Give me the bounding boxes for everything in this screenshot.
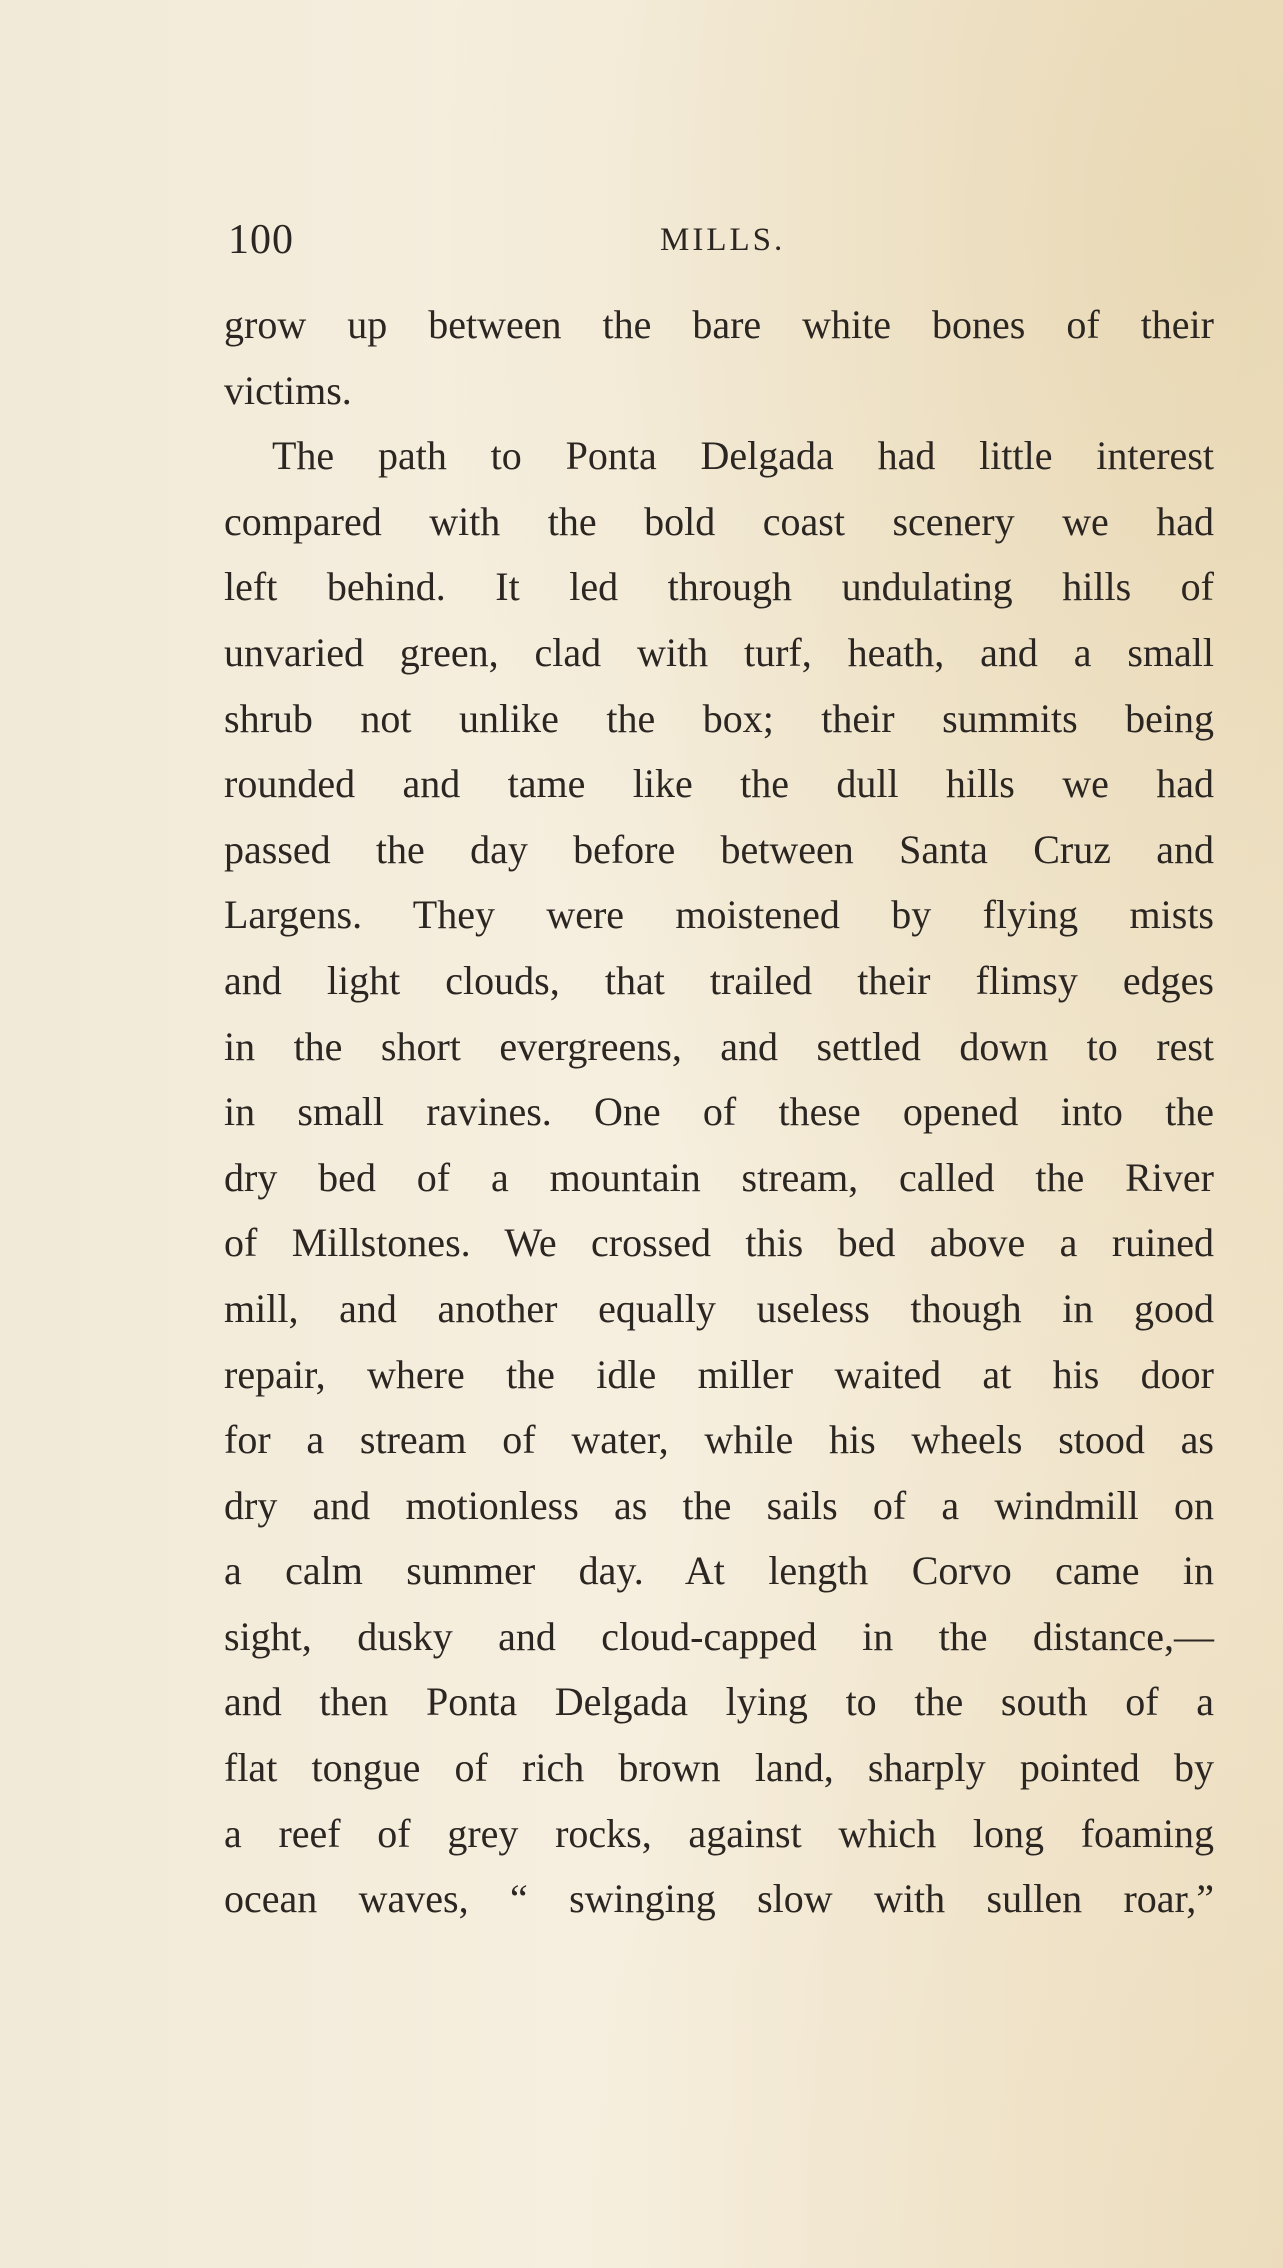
text-line: victims. <box>224 367 352 413</box>
text-line: dry bed of a mountain stream, called the River <box>224 1154 1214 1200</box>
text-line: a calm summer day. At length Corvo came in <box>224 1548 1214 1594</box>
text-line: passed the day before between Santa Cruz and <box>224 826 1214 872</box>
text-line: and then Ponta Delgada lying to the south of a <box>224 1679 1214 1725</box>
text-line: grow up between the bare white bones of their <box>224 302 1214 347</box>
text-line: rounded and tame like the dull hills we had <box>224 761 1214 807</box>
text-line: sight, dusky and cloud-capped in the distance,— <box>224 1613 1214 1659</box>
text-line: flat tongue of rich brown land, sharply pointed by <box>224 1745 1214 1791</box>
body-text <box>224 292 1214 1932</box>
text-line: of Millstones. We crossed this bed above a ruined <box>224 1220 1214 1266</box>
page-header <box>228 210 1214 270</box>
text-line: mill, and another equally useless though in good <box>224 1285 1214 1331</box>
text-line: in small ravines. One of these opened into the <box>224 1089 1214 1135</box>
text-line: and light clouds, that trailed their flimsy edges <box>224 957 1214 1003</box>
running-head: MILLS. <box>660 222 786 258</box>
text-line: compared with the bold coast scenery we had <box>224 498 1214 544</box>
paragraph-start-line: The path to Ponta Delgada had little interest <box>272 433 1214 479</box>
page-number: 100 <box>228 217 294 263</box>
text-line: for a stream of water, while his wheels stood as <box>224 1417 1214 1463</box>
text-line: repair, where the idle miller waited at his door <box>224 1351 1214 1397</box>
text-line: ocean waves, “ swinging slow with sullen roar,” <box>224 1876 1214 1922</box>
text-line: left behind. It led through undulating hills of <box>224 564 1214 610</box>
text-line: unvaried green, clad with turf, heath, and a small <box>224 629 1214 675</box>
text-line: dry and motionless as the sails of a windmill on <box>224 1482 1214 1528</box>
text-line: a reef of grey rocks, against which long foaming <box>224 1810 1214 1856</box>
text-line: shrub not unlike the box; their summits being <box>224 695 1214 741</box>
text-line: in the short evergreens, and settled down to rest <box>224 1023 1214 1069</box>
text-line: Largens. They were moistened by flying mists <box>224 892 1214 938</box>
